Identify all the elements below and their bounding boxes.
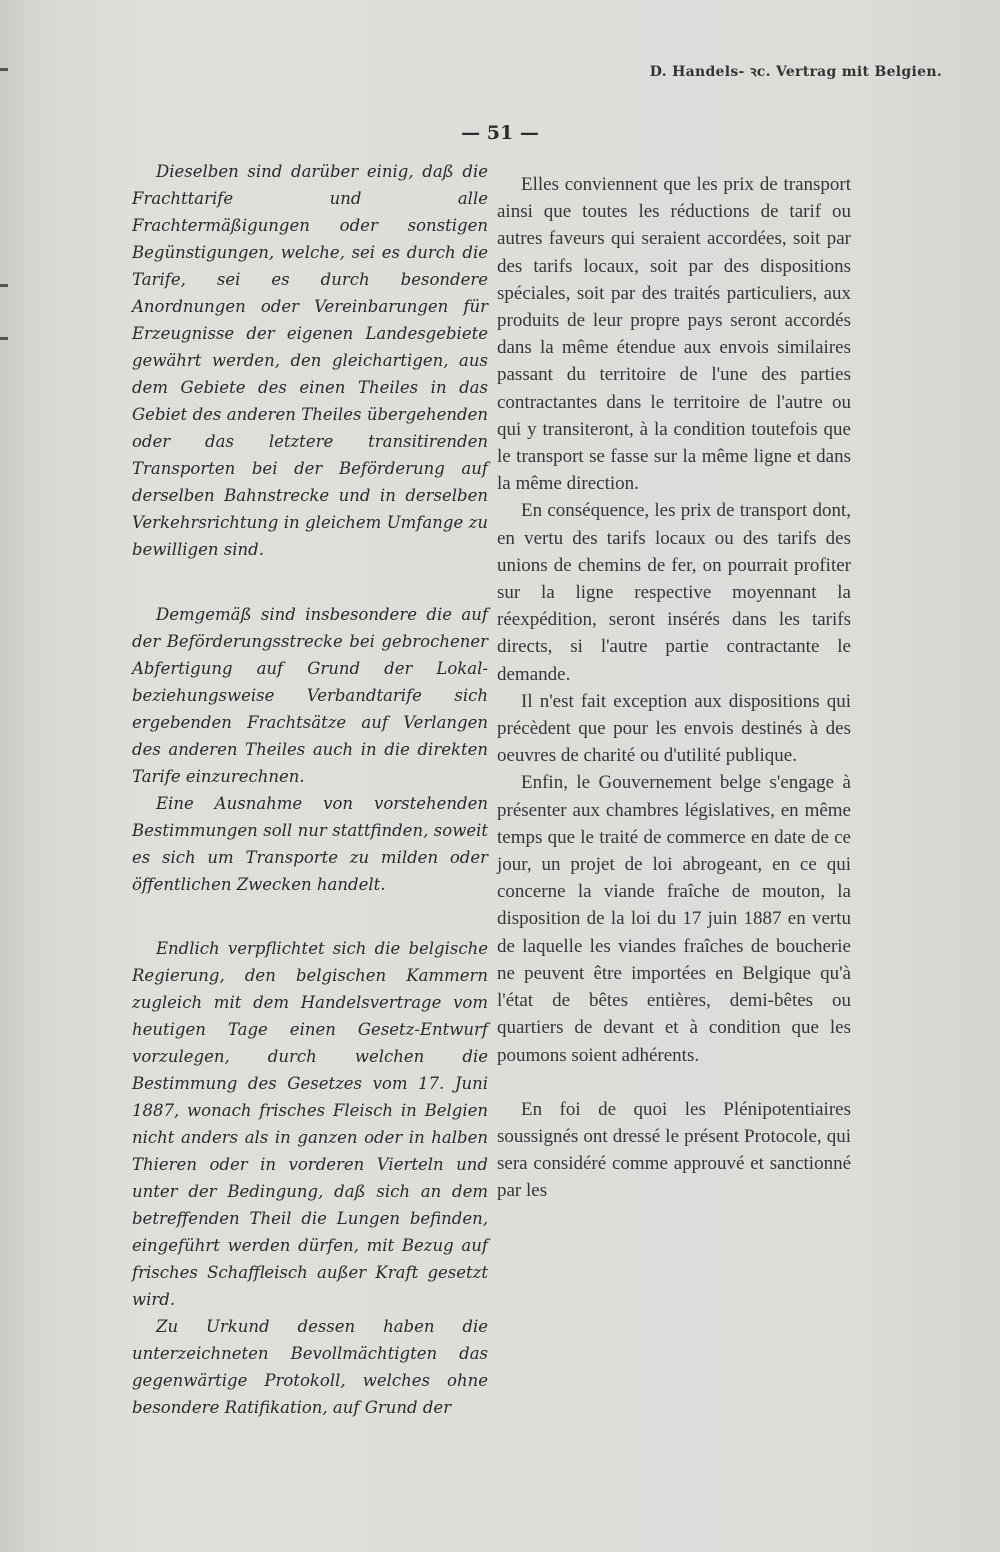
french-paragraph: Enfin, le Gouvernement belge s'engage à présenter aux chambres législatives, en même temps que le traité de commerce en date de ce jour, un projet de loi abrogeant, en ce qui concerne la viande fraîche de mouton, la disposition de la loi du 17 juin 1887 en vertu de laquelle les viandes fraîches de boucherie ne peuvent être importées en Belgique qu'à l'état de bêtes entières, demi-bêtes ou quartiers de devant et à condition que les poumons soient adhérents. <box>497 772 851 1066</box>
margin-mark <box>0 284 8 287</box>
running-header: D. Handels- ꝛc. Vertrag mit Belgien. <box>649 64 942 80</box>
german-paragraph: Endlich verpflichtet sich die belgische Regierung, den belgischen Kammern zugleich mit dem Handelsvertrage vom heutigen Tage einen Gesetz-Entwurf vorzulegen, durch welchen die Bestimmung des Gesetzes vom 17. Juni 1887, wonach frisches Fleisch in Belgien nicht anders als in ganzen oder in halben Thieren oder in vorderen Vierteln und unter der Bedingung, daß sich an dem betreffenden Theil die Lungen befinden, eingeführt werden dürfen, mit Bezug auf frisches Schaffleisch außer Kraft gesetzt wird. <box>132 939 488 1309</box>
page-number: — 51 — <box>461 122 539 144</box>
french-column <box>497 171 851 1205</box>
german-paragraph: Zu Urkund dessen haben die unterzeichneten Bevollmächtigten das gegenwärtige Protokoll, welches ohne besondere Ratifikation, auf Grund der <box>132 1317 488 1417</box>
german-column <box>132 158 488 1421</box>
french-paragraph: Elles conviennent que les prix de transport ainsi que toutes les réductions de tarif ou autres faveurs qui seraient accordées, soit par des tarifs locaux, soit par des dispositions spéciales, soit par des traités particuliers, aux produits de leur propre pays seront accordés dans la même étendue aux envois similaires passant du territoire de l'une des parties contractantes dans le territoire de l'autre ou qui y transiteront, à la condition toutefois que le transport se fasse sur la même ligne et dans la même direction. <box>497 174 851 495</box>
french-paragraph: En foi de quoi les Plénipotentiaires soussignés ont dressé le présent Protocole, qui sera considéré comme approuvé et sanctionné par les <box>497 1098 851 1202</box>
margin-mark <box>0 337 8 340</box>
french-paragraph: Il n'est fait exception aux dispositions qui précèdent que pour les envois destinés à des oeuvres de charité ou d'utilité publique. <box>497 690 851 767</box>
french-paragraph: En conséquence, les prix de transport dont, en vertu des tarifs locaux ou des tarifs des unions de chemins de fer, on pourrait profiter sur la ligne respective moyennant la réexpédition, seront insérés dans les tarifs directs, si l'autre partie contractante le demande. <box>497 500 851 685</box>
german-paragraph: Eine Ausnahme von vorstehenden Bestimmungen soll nur stattfinden, soweit es sich um Transporte zu milden oder öffentlichen Zwecken handelt. <box>132 794 488 894</box>
german-paragraph: Demgemäß sind insbesondere die auf der Beförderungsstrecke bei gebrochener Abfertigung auf Grund der Lokal- beziehungsweise Verbandtarife sich ergebenden Frachtsätze auf Verlangen des anderen Theiles auch in die direkten Tarife einzurechnen. <box>132 605 488 786</box>
margin-mark <box>0 68 8 71</box>
german-paragraph: Dieselben sind darüber einig, daß die Frachttarife und alle Frachtermäßigungen oder sonstigen Begünstigungen, welche, sei es durch die Tarife, sei es durch besondere Anordnungen oder Vereinbarungen für Erzeugnisse der eigenen Landesgebiete gewährt werden, den gleichartigen, aus dem Gebiete des einen Theiles in das Gebiet des anderen Theiles übergehenden oder das letztere transitirenden Transporten bei der Beförderung auf derselben Bahnstrecke und in derselben Verkehrsrichtung in gleichem Umfange zu bewilligen sind. <box>132 162 488 559</box>
